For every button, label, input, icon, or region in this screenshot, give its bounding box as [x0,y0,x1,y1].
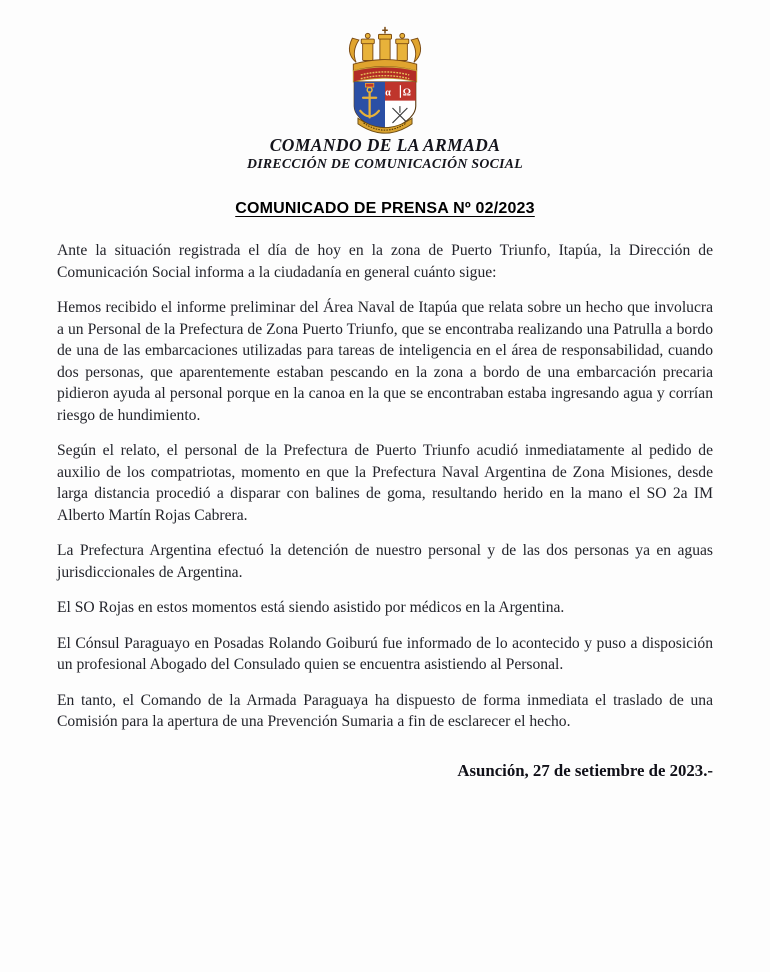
alpha-omega-glyphs: α Ω [385,87,416,99]
press-release-body [57,240,713,733]
paragraph-consul: El Cónsul Paraguayo en Posadas Rolando Goiburú fue informado de lo acontecido y puso a disposición un profesional Abogado del Consulado quien se encuentra asistiendo al Personal. [57,634,713,673]
paragraph-detention: La Prefectura Argentina efectuó la detención de nuestro personal y de las dos personas ya en aguas jurisdiccionales de Argentina. [57,542,713,581]
paragraph-report: Hemos recibido el informe preliminar del Área Naval de Itapúa que relata sobre un hecho que involucra a un Personal de la Prefectura de Zona Puerto Triunfo, que se encontraba realizando una Patrulla a bordo de una de las embarcaciones utilizadas para tareas de inteligencia en el área de responsabilidad, cuando dos personas, que aparentemente estaban pescando en la zona a bordo de una embarcación precaria pidieron ayuda al personal porque en la canoa en la que se encontraban estaba ingresando agua y corrían riesgo de hundimiento. [57,299,713,424]
signature-block [0,790,770,972]
dateline: Asunción, 27 de setiembre de 2023.- [457,760,713,780]
letterhead [0,26,770,172]
org-name: COMANDO DE LA ARMADA [269,135,501,155]
paragraph-incident: Según el relato, el personal de la Prefectura de Puerto Triunfo acudió inmediatamente al pedido de auxilio de los compatriotas, momento en que la Prefectura Naval Argentina de Zona Misiones, desde larga distancia procedió a disparar con balines de goma, resultando herido en la mano el SO 2a IM Alberto Martín Rojas Cabrera. [57,442,713,524]
paragraph-intro: Ante la situación registrada el día de hoy en la zona de Puerto Triunfo, Itapúa, la Dirección de Comunicación Social informa a la ciudadanía en general cuánto sigue: [57,242,713,281]
paragraph-commission: En tanto, el Comando de la Armada Paraguaya ha dispuesto de forma inmediata el traslado de una Comisión para la apertura de una Prevención Sumaria a fin de esclarecer el hecho. [57,691,713,730]
press-release-title: COMUNICADO DE PRENSA Nº 02/2023 [235,200,535,217]
org-division: DIRECCIÓN DE COMUNICACIÓN SOCIAL [246,156,524,171]
paragraph-medical: El SO Rojas en estos momentos está siendo asistido por médicos en la Argentina. [57,599,565,616]
navy-crest-icon [338,26,432,136]
